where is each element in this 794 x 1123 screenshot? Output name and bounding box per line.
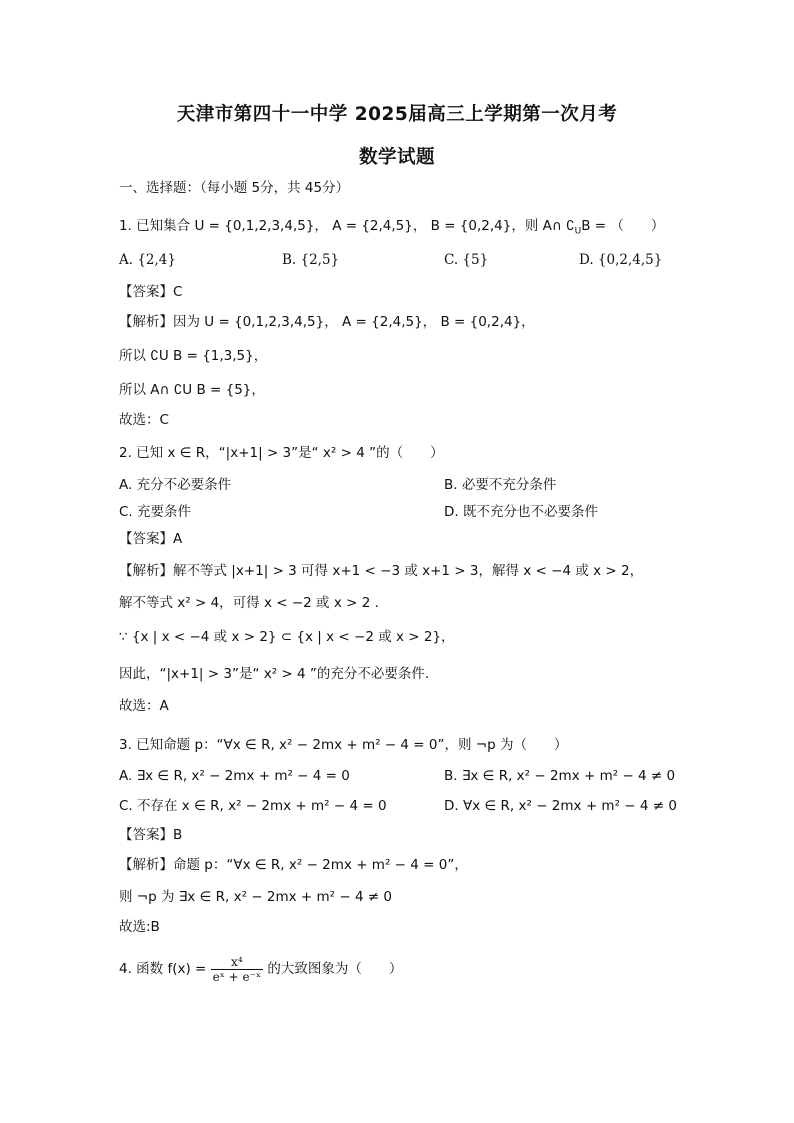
q1-option-b: B. {2,5} [282,252,340,268]
q1-option-a: A. {2,4} [119,252,176,268]
q1-stem-text: 1. 已知集合 U = {0,1,2,3,4,5}， A = {2,4,5}， B = {0,2,4}，则 A∩ ∁ [119,218,575,234]
q3-analysis-3: 故选:B [119,919,160,935]
q4-numerator: x⁴ [211,955,263,970]
q2-analysis-5: 故选：A [119,698,169,714]
q3-stem: 3. 已知命题 p：“∀x ∈ R, x² − 2mx + m² − 4 = 0”，则 ¬p 为（ ） [119,737,568,753]
q4-denominator: eˣ + e⁻ˣ [212,969,262,984]
q4-fraction [211,955,263,984]
q1-analysis-4: 故选：C [119,412,169,428]
q2-option-c: C. 充要条件 [119,504,192,520]
q2-option-b: B. 必要不充分条件 [444,477,557,493]
q1-stem [119,216,664,242]
q3-analysis-2: 则 ¬p 为 ∃x ∈ R, x² − 2mx + m² − 4 ≠ 0 [119,889,393,905]
q1-stem-sub: U [574,226,582,237]
q1-answer: 【答案】C [119,284,183,300]
q4-stem [119,950,402,988]
q2-analysis-1: 【解析】解不等式 |x+1| > 3 可得 x+1 < −3 或 x+1 > 3，解得 x < −4 或 x > 2， [119,563,644,579]
q1-option-c: C. {5} [444,252,489,268]
q4-stem-suffix: 的大致图象为（ ） [263,961,403,977]
q2-analysis-2: 解不等式 x² > 4，可得 x < −2 或 x > 2 . [119,595,379,611]
q1-analysis-3: 所以 A∩ ∁U B = {5}， [119,382,265,398]
q1-stem-tail: B = （ ） [581,218,665,234]
q2-analysis-4: 因此，“|x+1| > 3”是“ x² > 4 ”的充分不必要条件. [119,666,430,682]
q4-stem-prefix: 4. 函数 f(x) = [119,961,211,977]
q1-option-d: D. {0,2,4,5} [579,252,663,268]
q3-option-a: A. ∃x ∈ R, x² − 2mx + m² − 4 = 0 [119,768,350,784]
q3-analysis-1: 【解析】命题 p：“∀x ∈ R, x² − 2mx + m² − 4 = 0”， [119,857,468,873]
q2-analysis-3: ∵ {x | x < −4 或 x > 2} ⊂ {x | x < −2 或 x > 2}， [119,629,455,645]
q3-option-c: C. 不存在 x ∈ R, x² − 2mx + m² − 4 = 0 [119,798,387,814]
document-title: 天津市第四十一中学 2025届高三上学期第一次月考 [176,104,618,125]
q3-answer: 【答案】B [119,827,183,843]
q2-answer: 【答案】A [119,531,183,547]
q1-analysis-1: 【解析】因为 U = {0,1,2,3,4,5}， A = {2,4,5}， B = {0,2,4}， [119,314,535,330]
q2-option-d: D. 既不充分也不必要条件 [444,504,598,520]
q2-option-a: A. 充分不必要条件 [119,477,232,493]
q3-option-b: B. ∃x ∈ R, x² − 2mx + m² − 4 ≠ 0 [444,768,676,784]
q3-option-d: D. ∀x ∈ R, x² − 2mx + m² − 4 ≠ 0 [444,798,677,814]
q2-stem: 2. 已知 x ∈ R，“|x+1| > 3”是“ x² > 4 ”的（ ） [119,445,444,461]
section-heading: 一、选择题：（每小题 5分，共 45分） [119,180,350,196]
document-subtitle: 数学试题 [358,147,435,168]
q1-analysis-2: 所以 ∁U B = {1,3,5}， [119,348,268,364]
